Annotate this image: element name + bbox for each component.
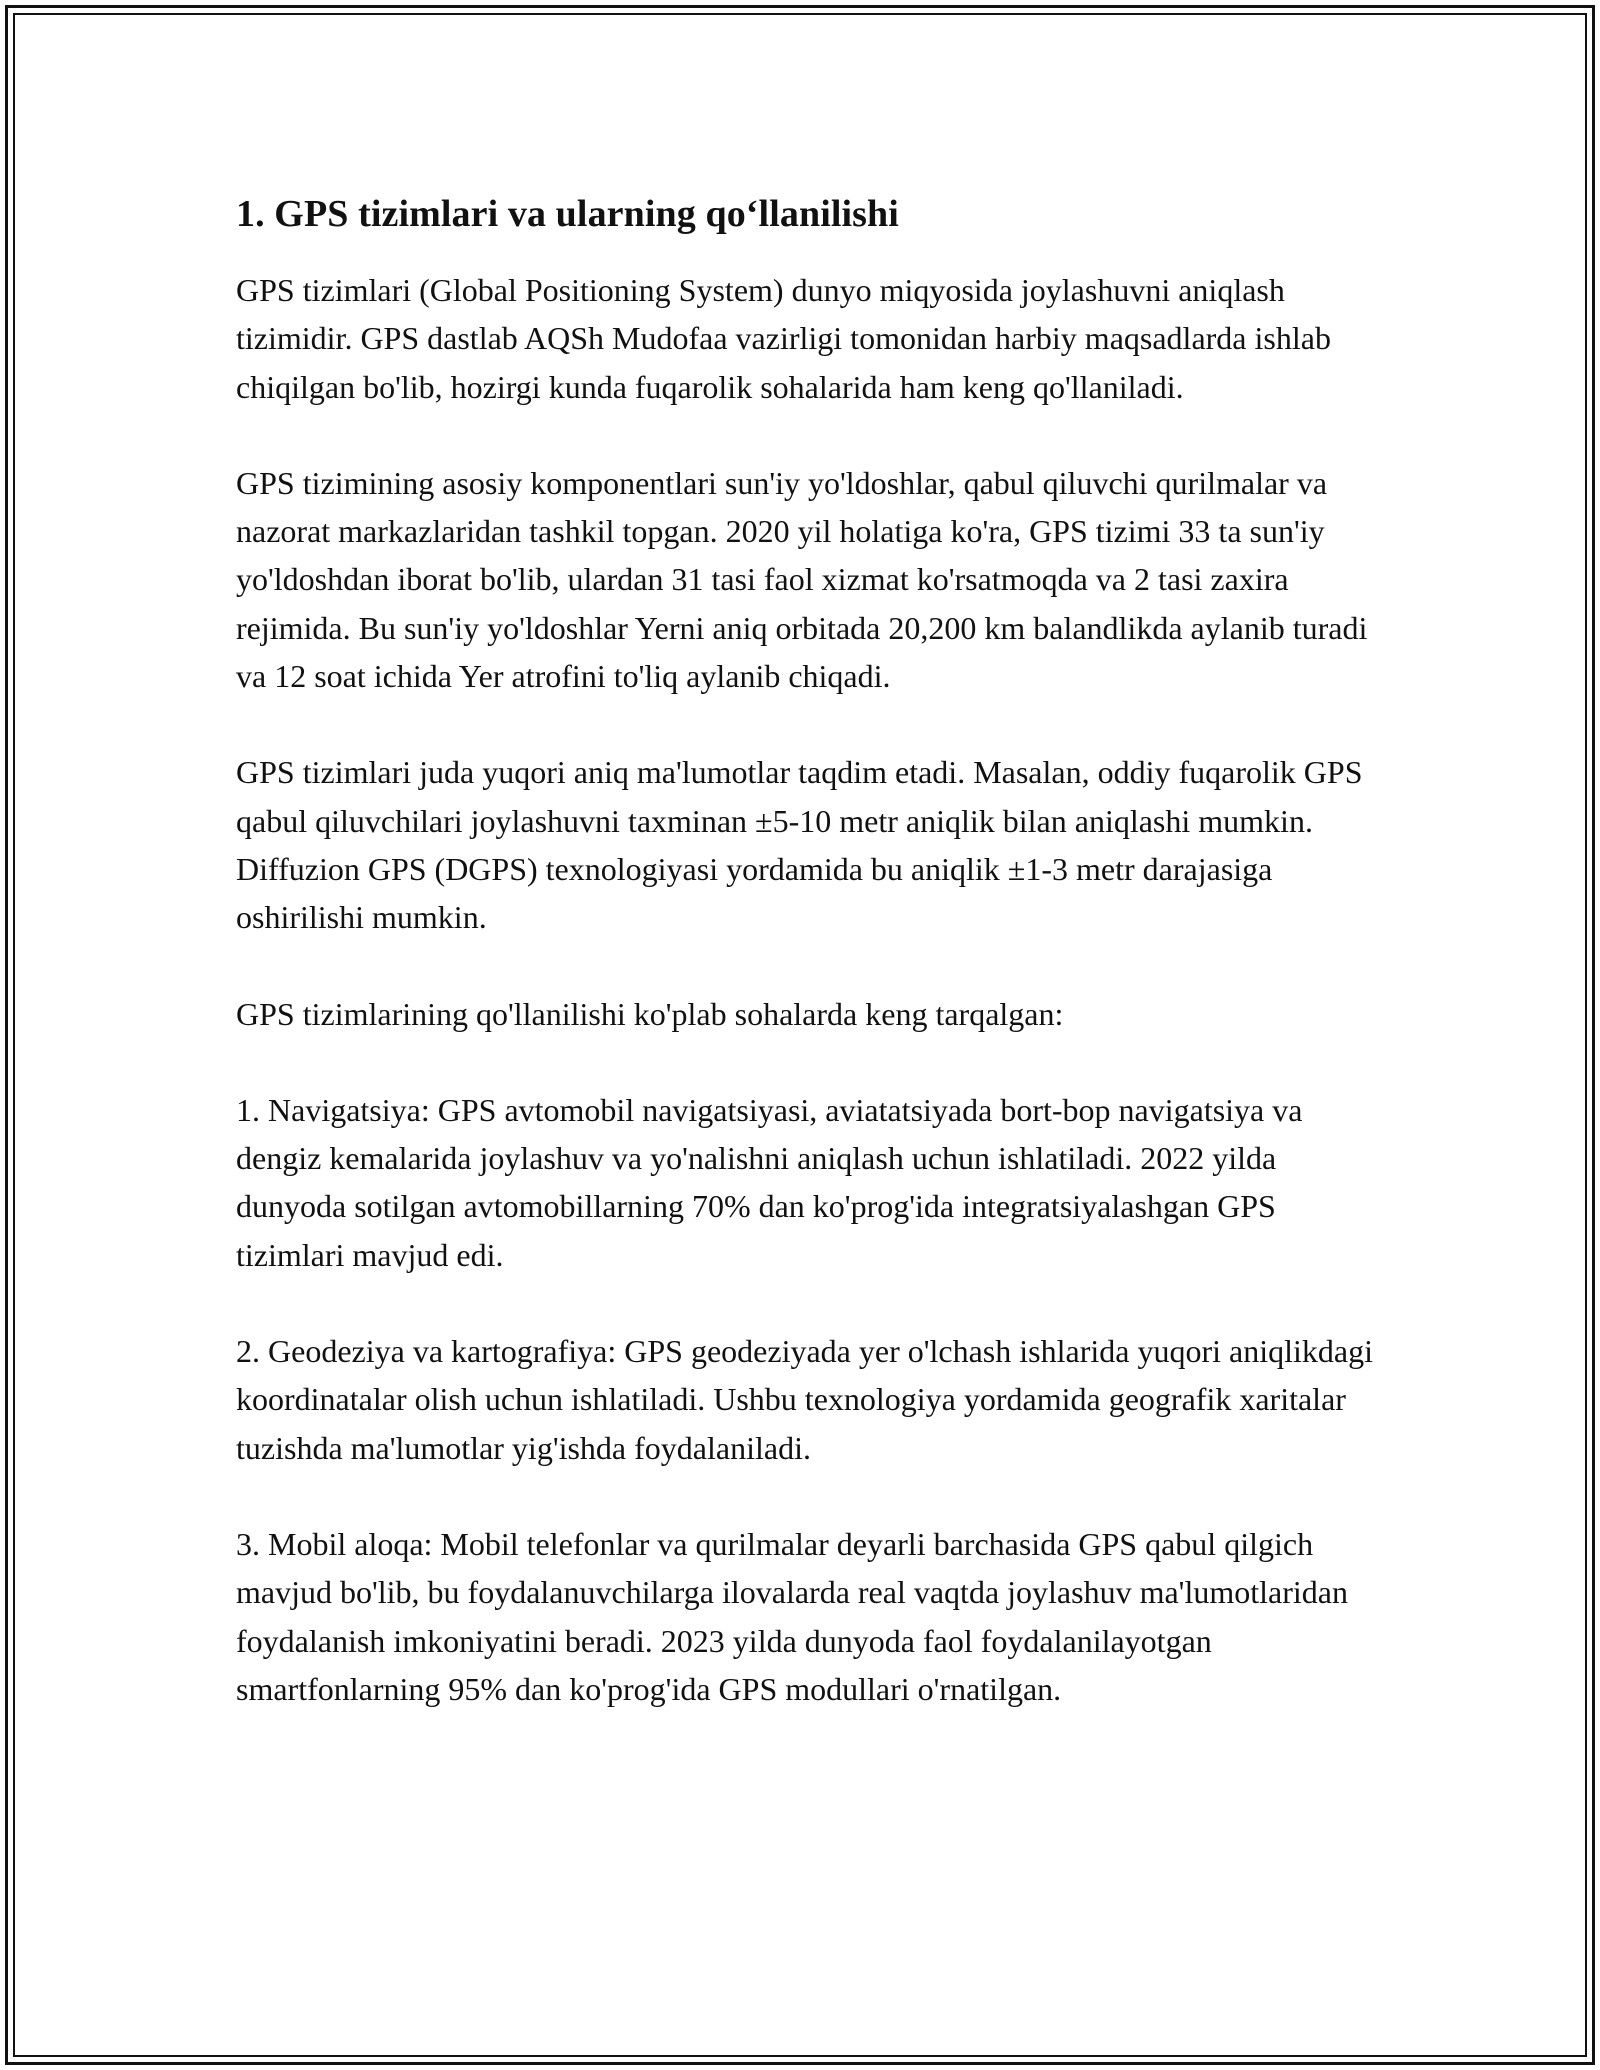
list-item-geodesy: 2. Geodeziya va kartografiya: GPS geodeziyada yer o'lchash ishlarida yuqori aniqlikdagi koordinatalar olish uchun ishlatiladi. Ushbu texnologiya yordamida geografik xaritalar tuzishda ma'lumotlar yig'ishda foydalaniladi. [236,1333,1373,1466]
paragraph-gps-components: GPS tizimining asosiy komponentlari sun'iy yo'ldoshlar, qabul qiluvchi qurilmalar va nazorat markazlaridan tashkil topgan. 2020 yil holatiga ko'ra, GPS tizimi 33 ta sun'iy yo'ldoshdan iborat bo'lib, ulardan 31 tasi faol xizmat ko'rsatmoqda va 2 tasi zaxira rejimida. Bu sun'iy yo'ldoshlar Yerni aniq orbitada 20,200 km balandlikda aylanib turadi va 12 soat ichida Yer atrofini to'liq aylanib chiqadi. [236,464,1368,695]
document-body [236,186,1376,1713]
paragraph-applications-intro: GPS tizimlarining qo'llanilishi ko'plab sohalarda keng tarqalgan: [236,995,1064,1032]
paragraph-gps-accuracy: GPS tizimlari juda yuqori aniq ma'lumotlar taqdim etadi. Masalan, oddiy fuqarolik GPS qabul qiluvchilari joylashuvni taxminan ±5-10 metr aniqlik bilan aniqlashi mumkin. Diffuzion GPS (DGPS) texnologiyasi yordamida bu aniqlik ±1-3 metr darajasiga oshirilishi mumkin. [236,754,1363,936]
paragraph-gps-intro: GPS tizimlari (Global Positioning System) dunyo miqyosida joylashuvni aniqlash tizimidir. GPS dastlab AQSh Mudofaa vazirligi tomonidan harbiy maqsadlarda ishlab chiqilgan bo'lib, hozirgi kunda fuqarolik sohalarida ham keng qo'llaniladi. [236,272,1331,405]
list-item-navigation: 1. Navigatsiya: GPS avtomobil navigatsiyasi, aviatatsiyada bort-bop navigatsiya va dengiz kemalarida joylashuv va yo'nalishni aniqlash uchun ishlatiladi. 2022 yilda dunyoda sotilgan avtomobillarning 70% dan ko'prog'ida integratsiyalashgan GPS tizimlari mavjud edi. [236,1091,1303,1273]
list-item-mobile: 3. Mobil aloqa: Mobil telefonlar va qurilmalar deyarli barchasida GPS qabul qilgich mavjud bo'lib, bu foydalanuvchilarga ilovalarda real vaqtda joylashuv ma'lumotlaridan foydalanish imkoniyatini beradi. 2023 yilda dunyoda faol foydalanilayotgan smartfonlarning 95% dan ko'prog'ida GPS modullari o'rnatilgan. [236,1525,1348,1707]
section-title: 1. GPS tizimlari va ularning qo‘llanilishi [236,193,899,235]
